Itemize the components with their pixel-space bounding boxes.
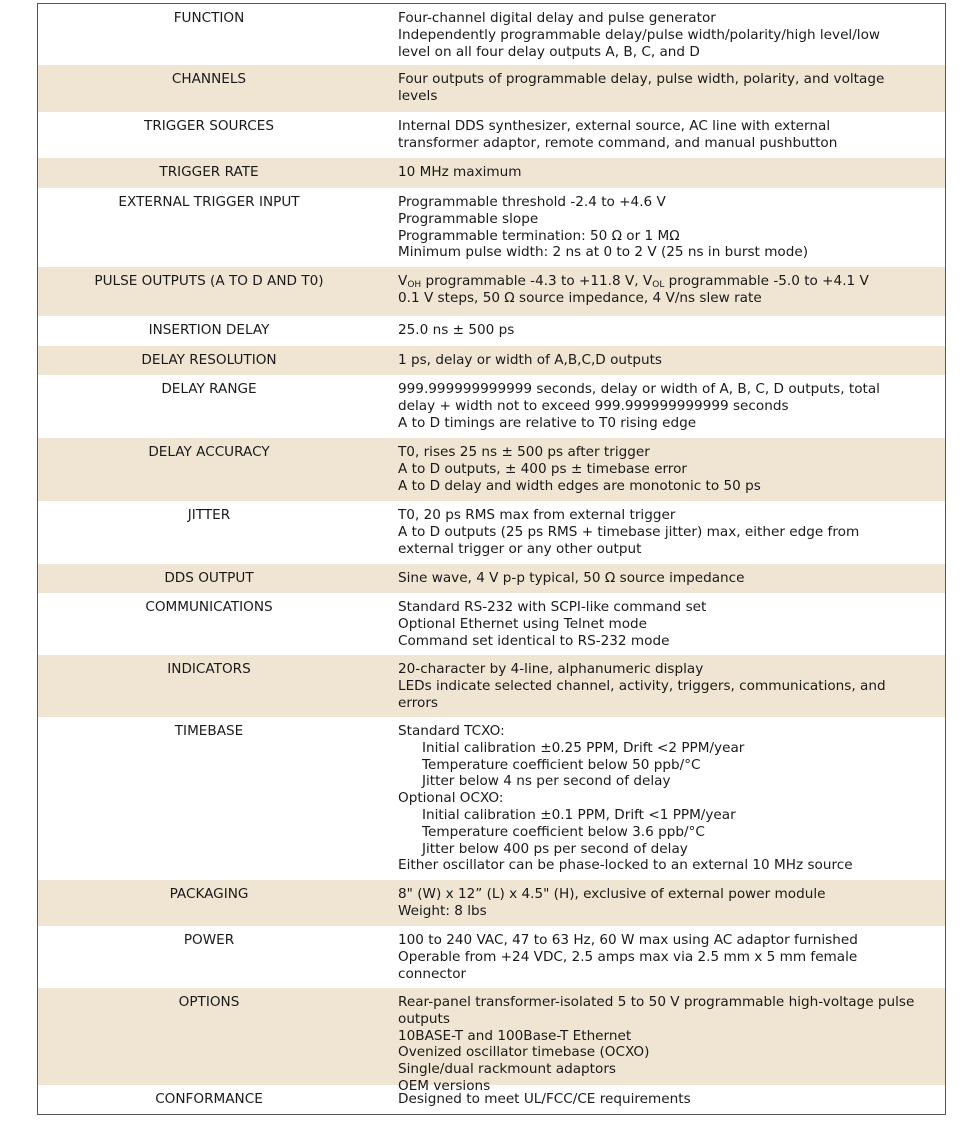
spec-value-line: Internal DDS synthesizer, external source, AC line with external — [398, 118, 831, 134]
spec-label: FUNCTION — [173, 10, 245, 26]
spec-row — [38, 316, 945, 346]
spec-label: TRIGGER RATE — [159, 164, 259, 180]
spec-row — [38, 501, 945, 564]
spec-label: CHANNELS — [171, 71, 247, 87]
spec-label: JITTER — [187, 507, 231, 523]
spec-label: DELAY RESOLUTION — [141, 352, 277, 368]
spec-label: PACKAGING — [169, 886, 249, 902]
spec-value-line: 10BASE-T and 100Base-T Ethernet — [398, 1027, 632, 1044]
spec-value-line: Either oscillator can be phase-locked to an external 10 MHz source — [398, 857, 853, 874]
spec-label: TRIGGER SOURCES — [144, 118, 274, 134]
spec-value-fragment: programmable -5.0 to +4.1 V — [664, 273, 869, 289]
spec-value-line: Programmable termination: 50 Ω or 1 MΩ — [398, 227, 680, 244]
spec-value — [380, 188, 945, 267]
spec-value-line: T0, 20 ps RMS max from external trigger — [398, 507, 676, 523]
spec-label: CONFORMANCE — [155, 1091, 263, 1107]
spec-row — [38, 188, 945, 267]
spec-value-line: level on all four delay outputs A, B, C, and D — [398, 43, 700, 60]
spec-row — [38, 65, 945, 112]
spec-value-line: 0.1 V steps, 50 Ω source impedance, 4 V/ns slew rate — [398, 289, 762, 306]
spec-row — [38, 564, 945, 593]
spec-value-line: connector — [398, 965, 467, 982]
spec-row — [38, 717, 945, 880]
spec-value-line: 1 ps, delay or width of A,B,C,D outputs — [398, 352, 663, 368]
spec-value-line: 10 MHz maximum — [398, 164, 522, 180]
spec-value — [380, 717, 945, 880]
spec-row — [38, 593, 945, 655]
spec-row — [38, 988, 945, 1094]
spec-value-line: errors — [398, 694, 438, 711]
spec-value-line: outputs — [398, 1010, 450, 1027]
spec-label: PULSE OUTPUTS (A TO D AND T0) — [94, 273, 324, 289]
spec-value-line: 100 to 240 VAC, 47 to 63 Hz, 60 W max using AC adaptor furnished — [398, 932, 858, 948]
spec-value — [380, 988, 945, 1094]
spec-value-fragment: programmable -4.3 to +11.8 V, — [421, 273, 643, 289]
spec-value-line: Four outputs of programmable delay, pulse width, polarity, and voltage — [398, 71, 885, 87]
spec-value — [380, 926, 945, 988]
spec-label: DELAY ACCURACY — [148, 444, 270, 460]
spec-value-line: external trigger or any other output — [398, 540, 642, 557]
specifications-table — [37, 3, 946, 1115]
spec-value — [380, 501, 945, 564]
spec-value-line: delay + width not to exceed 999.999999999999 seconds — [398, 397, 789, 414]
spec-value — [380, 880, 945, 926]
spec-value-line: Programmable slope — [398, 210, 539, 227]
spec-value-line: OEM versions — [398, 1077, 491, 1094]
spec-value-line: 8" (W) x 12” (L) x 4.5" (H), exclusive of external power module — [398, 886, 826, 902]
spec-label: POWER — [183, 932, 235, 948]
spec-value-line: Standard TCXO: — [398, 723, 505, 739]
spec-value — [380, 1085, 945, 1114]
spec-value-line: A to D outputs, ± 400 ps ± timebase error — [398, 460, 688, 477]
spec-label: EXTERNAL TRIGGER INPUT — [118, 194, 300, 210]
spec-value-line: Standard RS-232 with SCPI-like command set — [398, 599, 707, 615]
spec-value-fragment: V — [398, 273, 408, 289]
spec-value — [380, 375, 945, 438]
spec-value — [380, 112, 945, 158]
spec-value-line: Initial calibration ±0.25 PPM, Drift <2 PPM/year — [422, 739, 745, 756]
spec-value-line: Ovenized oscillator timebase (OCXO) — [398, 1044, 650, 1061]
spec-row — [38, 926, 945, 988]
spec-value-line: Single/dual rackmount adaptors — [398, 1061, 616, 1078]
spec-value — [380, 438, 945, 501]
spec-value-fragment: V — [642, 273, 653, 289]
spec-value-line: Jitter below 400 ps per second of delay — [422, 840, 688, 857]
spec-value — [380, 593, 945, 655]
spec-value — [380, 267, 945, 316]
spec-value-line: Temperature coefficient below 50 ppb/°C — [422, 756, 701, 773]
spec-value — [380, 4, 945, 65]
spec-value-line: A to D timings are relative to T0 rising edge — [398, 414, 697, 431]
spec-value-line: A to D delay and width edges are monotonic to 50 ps — [398, 477, 761, 494]
spec-value — [380, 346, 945, 375]
spec-value-line: Temperature coefficient below 3.6 ppb/°C — [422, 823, 705, 840]
spec-value-line: 25.0 ns ± 500 ps — [398, 322, 515, 338]
spec-value-line: Programmable threshold -2.4 to +4.6 V — [398, 194, 666, 210]
spec-value-line: Minimum pulse width: 2 ns at 0 to 2 V (25 ns in burst mode) — [398, 244, 809, 261]
spec-value-line: Rear-panel transformer-isolated 5 to 50 V programmable high-voltage pulse — [398, 994, 915, 1010]
spec-value-line: A to D outputs (25 ps RMS + timebase jitter) max, either edge from — [398, 523, 860, 540]
spec-label: DDS OUTPUT — [164, 570, 254, 586]
spec-row — [38, 267, 945, 316]
spec-value-line: Independently programmable delay/pulse width/polarity/high level/low — [398, 26, 881, 43]
spec-row — [38, 655, 945, 717]
spec-value-line: Command set identical to RS-232 mode — [398, 632, 670, 649]
spec-value-line: Optional Ethernet using Telnet mode — [398, 615, 648, 632]
spec-value-line: Sine wave, 4 V p-p typical, 50 Ω source impedance — [398, 570, 745, 586]
spec-value — [380, 158, 945, 188]
spec-row — [38, 438, 945, 501]
spec-value-line: levels — [398, 87, 438, 104]
spec-value-line — [398, 273, 945, 290]
spec-value-line: 20-character by 4-line, alphanumeric display — [398, 661, 704, 677]
spec-row — [38, 375, 945, 438]
spec-value-line: T0, rises 25 ns ± 500 ps after trigger — [398, 444, 650, 460]
spec-label: DELAY RANGE — [161, 381, 257, 397]
spec-label: OPTIONS — [178, 994, 240, 1010]
spec-value-line: Optional OCXO: — [398, 790, 504, 807]
spec-value-line: Jitter below 4 ns per second of delay — [422, 773, 671, 790]
spec-label: COMMUNICATIONS — [145, 599, 273, 615]
spec-value — [380, 655, 945, 717]
spec-value-fragment: OH — [407, 280, 422, 290]
spec-row — [38, 112, 945, 158]
spec-value-line: LEDs indicate selected channel, activity, triggers, communications, and — [398, 677, 886, 694]
spec-value-line: Operable from +24 VDC, 2.5 amps max via 2.5 mm x 5 mm female — [398, 948, 858, 965]
spec-value-line: transformer adaptor, remote command, and manual pushbutton — [398, 134, 838, 151]
spec-value — [380, 564, 945, 593]
spec-label: TIMEBASE — [174, 723, 244, 739]
spec-value — [380, 316, 945, 346]
spec-row — [38, 880, 945, 926]
spec-row — [38, 158, 945, 188]
spec-row — [38, 1085, 945, 1114]
spec-value-fragment: OL — [652, 280, 665, 290]
spec-row — [38, 4, 945, 65]
spec-row — [38, 346, 945, 375]
spec-value — [380, 65, 945, 112]
spec-value-line: Weight: 8 lbs — [398, 902, 487, 919]
spec-value-line: Initial calibration ±0.1 PPM, Drift <1 PPM/year — [422, 806, 736, 823]
spec-value-line: Four-channel digital delay and pulse generator — [398, 10, 716, 26]
spec-value-line: Designed to meet UL/FCC/CE requirements — [398, 1091, 691, 1107]
spec-label: INDICATORS — [167, 661, 251, 677]
spec-label: INSERTION DELAY — [148, 322, 270, 338]
spec-value-line: 999.999999999999 seconds, delay or width of A, B, C, D outputs, total — [398, 381, 880, 397]
